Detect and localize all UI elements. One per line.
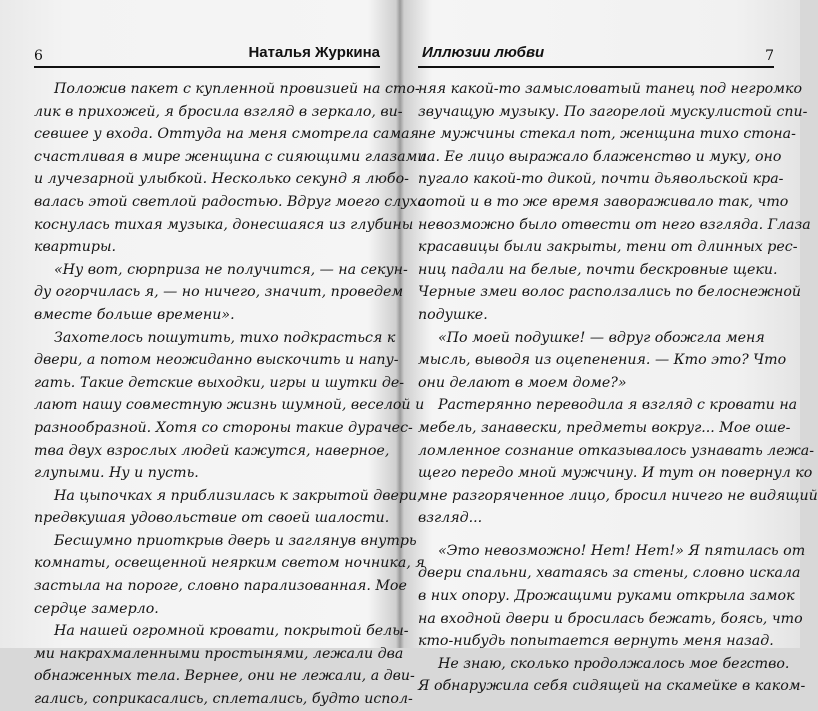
text-line: «Это невозможно! Нет! Нет!» Я пятилась от <box>438 542 806 559</box>
text-line: сердце замерло. <box>34 600 159 617</box>
header-rule <box>418 66 774 68</box>
text-line: Не знаю, сколько продолжалось мое бегство. <box>438 655 790 672</box>
text-line: невозможно было отвести от него взгляда. Глаза <box>418 216 811 233</box>
text-line: обнаженных тела. Вернее, они не лежали, а дви- <box>34 668 415 685</box>
text-line: и лучезарной улыбкой. Несколько секунд я любо- <box>34 171 409 188</box>
right-page-text <box>418 78 818 698</box>
text-line: мебель, занавески, предметы вокруг... Мое оше- <box>418 419 791 436</box>
text-line: двери, а потом неожиданно выскочить и напу- <box>34 352 399 369</box>
text-line: На нашей огромной кровати, покрытой белы- <box>54 623 409 640</box>
text-line: красавицы были закрыты, тени от длинных рес- <box>418 239 798 256</box>
text-line: ми накрахмаленными простынями, лежали два <box>34 645 404 662</box>
text-line: ла. Ее лицо выражало блаженство и муку, оно <box>418 148 782 165</box>
text-line: гались, соприкасались, сплетались, будто испол- <box>34 691 413 708</box>
text-line: взгляд... <box>418 510 483 527</box>
text-line: мысль, выводя из оцепенения. — Кто это? Что <box>418 352 787 369</box>
text-line: кто-нибудь попытается вернуть меня назад. <box>418 633 774 650</box>
text-line: севшее у входа. Оттуда на меня смотрела самая <box>34 126 420 143</box>
text-line: разнообразной. Хотя со стороны такие дурачес- <box>34 419 413 436</box>
text-line: звучащую музыку. По загорелой мускулистой спи- <box>418 103 808 120</box>
left-page-header <box>34 44 380 66</box>
text-line: ниц падали на белые, почти бескровные щеки. <box>418 261 778 278</box>
text-line: не мужчины стекал пот, женщина тихо стона- <box>418 126 796 143</box>
text-line: Бесшумно приоткрыв дверь и заглянув внутрь <box>54 532 417 549</box>
text-line: На цыпочках я приблизилась к закрытой двери, <box>54 487 422 504</box>
running-head-author: Наталья Журкина <box>248 44 380 61</box>
header-rule <box>34 66 380 68</box>
text-line: двери спальни, хватаясь за стены, словно искала <box>418 565 801 582</box>
text-line: на входной двери и бросилась бежать, боясь, что <box>418 610 803 627</box>
text-line: предвкушая удовольствие от своей шалости. <box>34 510 390 527</box>
page-number: 7 <box>765 48 774 64</box>
text-line: валась этой светлой радостью. Вдруг моего слуха <box>34 193 426 210</box>
text-line: «По моей подушке! — вдруг обожгла меня <box>438 329 765 346</box>
page-number: 6 <box>34 48 43 64</box>
text-line: в них опору. Дрожащими руками открыла замок <box>418 588 795 605</box>
text-line: щего передо мной мужчину. И тут он повернул ко <box>418 465 813 482</box>
text-line: гать. Такие детские выходки, игры и шутки де- <box>34 374 405 391</box>
text-line: «Ну вот, сюрприза не получится, — на секун- <box>54 261 408 278</box>
section-break <box>418 530 774 540</box>
running-head-title: Иллюзии любви <box>422 44 545 61</box>
text-line: лают нашу совместную жизнь шумной, веселой и <box>34 397 425 414</box>
text-line: квартиры. <box>34 239 117 256</box>
text-line: ду огорчилась я, — но ничего, значит, проведем <box>34 284 404 301</box>
text-line: комнаты, освещенной неярким светом ночника, я <box>34 555 425 572</box>
text-line: Черные змеи волос расползались по белоснежной <box>418 284 802 301</box>
right-page <box>404 0 818 695</box>
text-line: Я обнаружила себя сидящей на скамейке в каком- <box>418 678 806 695</box>
text-line: сотой и в то же время завораживало так, что <box>418 193 789 210</box>
text-line: пугало какой-то дикой, почти дьявольской кра- <box>418 171 784 188</box>
right-page-header <box>418 44 774 66</box>
text-line: Положив пакет с купленной провизией на сто- <box>54 81 420 97</box>
text-line: ломленное сознание отказывалось узнавать лежа- <box>418 442 814 459</box>
text-line: Захотелось пошутить, тихо подкрасться к <box>54 329 396 346</box>
text-line: коснулась тихая музыка, донесшаяся из глубины <box>34 216 414 233</box>
text-line: вместе больше времени». <box>34 306 235 323</box>
text-line: застыла на пороге, словно парализованная. Мое <box>34 578 407 595</box>
text-line: они делают в моем доме?» <box>418 374 627 391</box>
text-line: тва двух взрослых людей кажутся, наверное, <box>34 442 390 459</box>
text-line: няя какой-то замысловатый танец под негромко <box>418 81 802 97</box>
text-line: подушке. <box>418 306 488 323</box>
text-line: Растерянно переводила я взгляд с кровати на <box>438 397 798 414</box>
text-line: мне разгоряченное лицо, бросил ничего не видящий <box>418 487 818 504</box>
text-line: счастливая в мире женщина с сияющими глазами <box>34 148 427 165</box>
text-line: лик в прихожей, я бросила взгляд в зеркало, ви- <box>34 103 403 120</box>
left-page-text <box>34 78 427 711</box>
text-line: глупыми. Ну и пусть. <box>34 465 199 482</box>
